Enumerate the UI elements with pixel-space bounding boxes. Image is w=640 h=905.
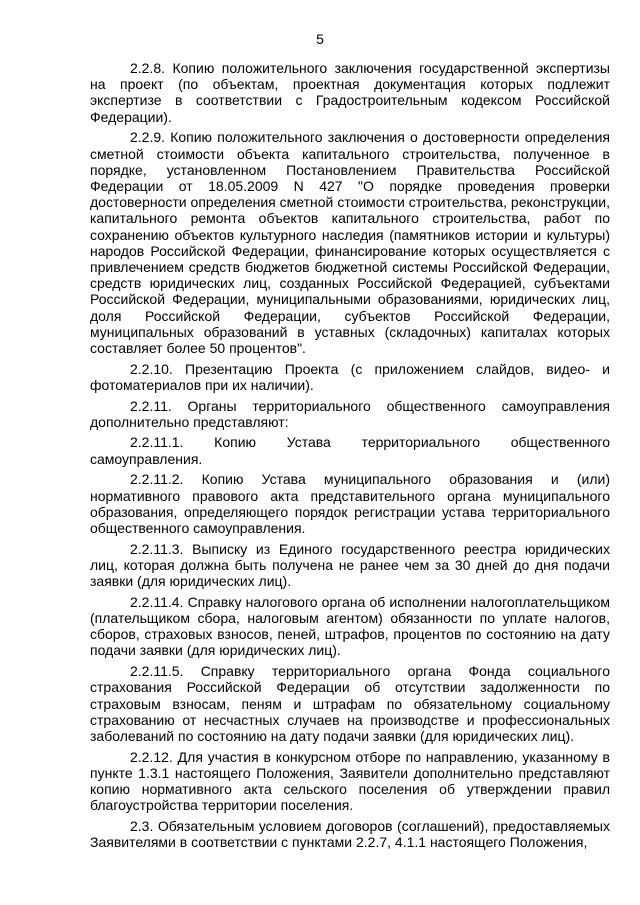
document-body	[90, 60, 610, 855]
paragraph-2-3: 2.3. Обязательным условием договоров (соглашений), предоставляемых Заявителями в соответствии с пунктами 2.2.7, 4.1.1 настоящего Положения,	[90, 817, 610, 851]
paragraph-2-2-11-2: 2.2.11.2. Копию Устава муниципального образования и (или) нормативного правового акта представительного органа муниципального образования, определяющего порядок регистрации устава территориального общественного самоуправления.	[90, 471, 610, 536]
paragraph-2-2-11-5: 2.2.11.5. Справку территориального органа Фонда социального страхования Российской Федерации об отсутствии задолженности по страховым взносам, пеням и штрафам по обязательному социальному страхованию от несчастных случаев на производстве и профессиональных заболеваний по состоянию на дату подачи заявки (для юридических лиц).	[90, 663, 610, 744]
page-number: 5	[316, 31, 324, 47]
paragraph-2-2-11-1: 2.2.11.1. Копию Устава территориального общественного самоуправления.	[90, 434, 610, 467]
paragraph-2-2-9: 2.2.9. Копию положительного заключения о достоверности определения сметной стоимости объекта капитального строительства, полученное в порядке, установленном Постановлением Правительства Российской Федерации от 18.05.2009 N 427 "О порядке проведения проверки достоверности определения сметной стоимости строительства, реконструкции, капитального ремонта объектов капитального строительства, работ по сохранению объектов культурного наследия (памятников истории и культуры) народов Российской Федерации, финансирование которых осуществляется с привлечением средств бюджетов бюджетной системы Российской Федерации, средств юридических лиц, созданных Российской Федерацией, субъектами Российской Федерации, муниципальными образованиями, юридических лиц, доля Российской Федерации, субъектов Российской Федерации, муниципальных образований в уставных (складочных) капиталах которых составляет более 50 процентов".	[90, 129, 610, 356]
paragraph-2-2-11: 2.2.11. Органы территориального общественного самоуправления дополнительно представляют:	[90, 397, 610, 430]
paragraph-2-2-8: 2.2.8. Копию положительного заключения государственной экспертизы на проект (по объектам, проектная документация которых подлежит экспертизе в соответствии с Градостроительным кодексом Российской Федерации).	[90, 60, 610, 125]
paragraph-2-2-11-3: 2.2.11.3. Выписку из Единого государственного реестра юридических лиц, которая должна быть получена не ранее чем за 30 дней до дня подачи заявки (для юридических лиц).	[90, 540, 610, 590]
paragraph-2-2-11-4: 2.2.11.4. Справку налогового органа об исполнении налогоплательщиком (плательщиком сбора, налоговым агентом) обязанности по уплате налогов, сборов, страховых взносов, пеней, штрафов, процентов по состоянию на дату подачи заявки (для юридических лиц).	[90, 593, 610, 659]
paragraph-2-2-10: 2.2.10. Презентацию Проекта (с приложением слайдов, видео- и фотоматериалов при их наличии).	[90, 360, 610, 393]
paragraph-2-2-12: 2.2.12. Для участия в конкурсном отборе по направлению, указанному в пункте 1.3.1 настоящего Положения, Заявители дополнительно представляют копию нормативного акта сельского поселения об утверждении правил благоустройства территории поселения.	[90, 748, 610, 814]
